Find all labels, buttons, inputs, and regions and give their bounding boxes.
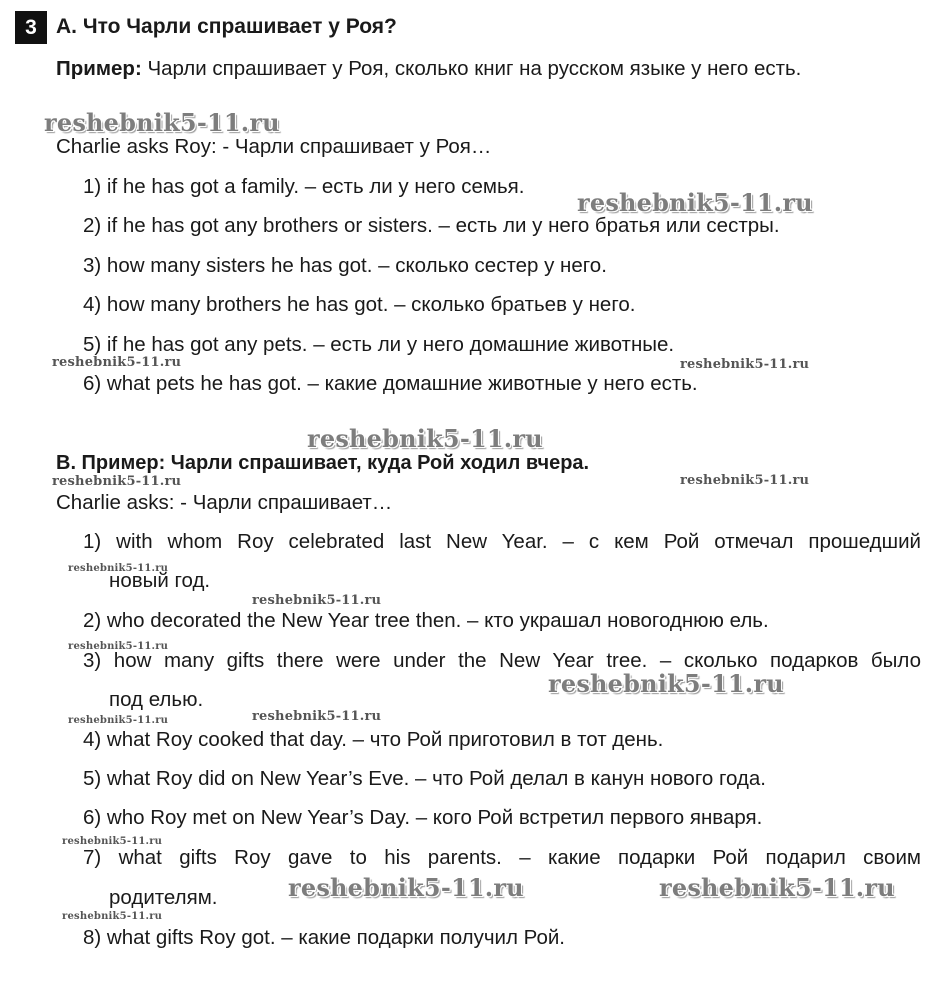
- watermark: reshebnik5-11.ru: [252, 709, 382, 724]
- list-item: 8) what gifts Roy got. – какие подарки получил Рой.: [83, 926, 565, 949]
- section-a-heading: A. Что Чарли спрашивает у Роя?: [56, 15, 397, 38]
- list-item: 3) how many sisters he has got. – сколько сестер у него.: [83, 254, 607, 277]
- list-item: 5) if he has got any pets. – есть ли у него домашние животные.: [83, 333, 675, 356]
- list-item: 6) who Roy met on New Year’s Day. – кого Рой встретил первого января.: [83, 806, 763, 829]
- list-item: 5) what Roy did on New Year’s Eve. – что Рой делал в канун нового года.: [83, 767, 766, 790]
- section-a-intro: Charlie asks Roy: - Чарли спрашивает у Роя…: [56, 135, 492, 158]
- watermark: reshebnik5-11.ru: [52, 474, 182, 489]
- watermark: reshebnik5-11.ru: [68, 563, 169, 574]
- list-item: 3) how many gifts there were under the New Year tree. – сколько подарков было: [83, 649, 921, 672]
- task-number-badge: 3: [15, 11, 47, 44]
- watermark: reshebnik5-11.ru: [577, 188, 813, 217]
- list-item: 4) what Roy cooked that day. – что Рой приготовил в тот день.: [83, 728, 664, 751]
- list-item: 1) with whom Roy celebrated last New Year. – с кем Рой отмечал прошедший: [83, 530, 921, 553]
- watermark: reshebnik5-11.ru: [62, 836, 163, 847]
- section-b-heading: B. Пример: Чарли спрашивает, куда Рой ходил вчера.: [56, 452, 590, 474]
- watermark: reshebnik5-11.ru: [659, 873, 895, 902]
- watermark: reshebnik5-11.ru: [548, 669, 784, 698]
- watermark: reshebnik5-11.ru: [288, 873, 524, 902]
- list-item: 6) what pets he has got. – какие домашние животные у него есть.: [83, 372, 698, 395]
- watermark: reshebnik5-11.ru: [680, 473, 810, 488]
- watermark: reshebnik5-11.ru: [680, 357, 810, 372]
- list-item-continuation: родителям.: [109, 886, 218, 909]
- watermark: reshebnik5-11.ru: [68, 715, 169, 726]
- section-a-example: [56, 57, 801, 81]
- list-item-continuation: под елью.: [109, 688, 204, 711]
- watermark: reshebnik5-11.ru: [68, 641, 169, 652]
- watermark: reshebnik5-11.ru: [307, 424, 543, 453]
- list-item: 2) if he has got any brothers or sisters. – есть ли у него братья или сестры.: [83, 214, 780, 237]
- list-item: 2) who decorated the New Year tree then. – кто украшал новогоднюю ель.: [83, 609, 769, 632]
- watermark: reshebnik5-11.ru: [62, 911, 163, 922]
- watermark: reshebnik5-11.ru: [44, 108, 280, 137]
- list-item-continuation: новый год.: [109, 569, 211, 592]
- list-item: 1) if he has got a family. – есть ли у него семья.: [83, 175, 525, 198]
- list-item: 4) how many brothers he has got. – сколько братьев у него.: [83, 293, 636, 316]
- example-label: Пример:: [56, 57, 142, 80]
- example-text: Чарли спрашивает у Роя, сколько книг на русском языке у него есть.: [147, 57, 802, 80]
- list-item: 7) what gifts Roy gave to his parents. – какие подарки Рой подарил своим: [83, 846, 921, 869]
- section-b-intro: Charlie asks: - Чарли спрашивает…: [56, 491, 393, 514]
- watermark: reshebnik5-11.ru: [252, 593, 382, 608]
- watermark: reshebnik5-11.ru: [52, 355, 182, 370]
